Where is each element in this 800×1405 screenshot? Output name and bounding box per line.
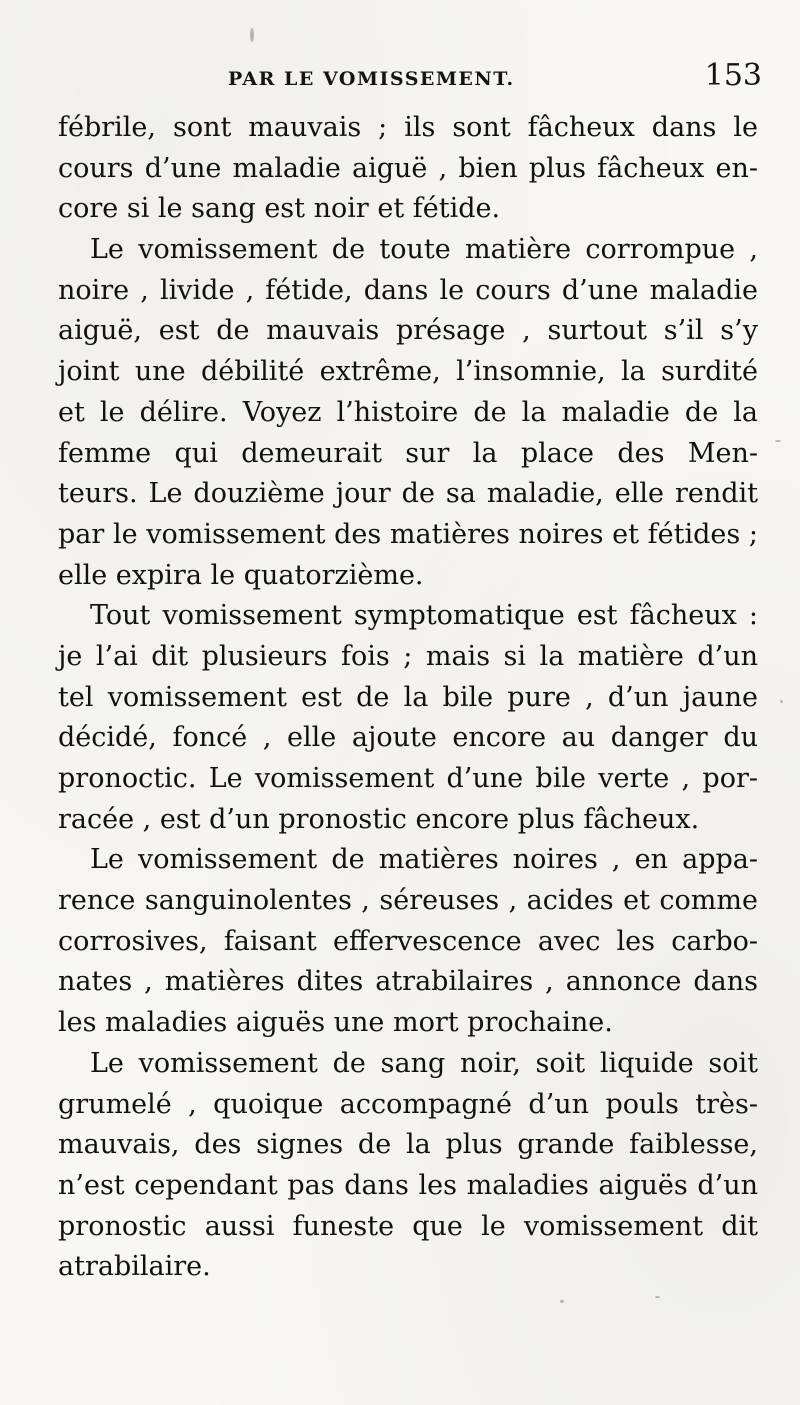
paragraph-first-line: Tout vomissement symptomatique est fâcheux :	[90, 600, 758, 632]
text-line: mauvais, des signes de la plus grande faiblesse,	[58, 1129, 758, 1161]
text-line: n’est cependant pas dans les maladies aiguës d’un	[58, 1169, 758, 1201]
text-line: joint une débilité extrême, l’insomnie, la surdité	[58, 356, 758, 388]
body-text	[58, 108, 758, 1288]
running-title: PAR LE VOMISSEMENT.	[228, 68, 515, 90]
running-head	[60, 58, 762, 98]
text-line: décidé, foncé , elle ajoute encore au danger du	[58, 722, 758, 754]
text-line: rence sanguinolentes , séreuses , acides et comme	[58, 885, 758, 917]
text-line: et le délire. Voyez l’histoire de la maladie de la	[58, 396, 758, 428]
page-number: 153	[704, 58, 762, 93]
text-line: aiguë, est de mauvais présage , surtout s’il s’y	[58, 315, 758, 347]
text-line: nates , matières dites atrabilaires , annonce dans	[58, 966, 758, 998]
text-line: femme qui demeurait sur la place des Men-	[58, 437, 758, 469]
text-line: core si le sang est noir et fétide.	[58, 193, 501, 225]
paragraph-first-line: Le vomissement de sang noir, soit liquide soit	[90, 1047, 758, 1079]
text-line: je l’ai dit plusieurs fois ; mais si la matière d’un	[58, 640, 758, 672]
text-line: racée , est d’un pronostic encore plus fâcheux.	[58, 803, 700, 835]
paper-speck	[655, 1296, 660, 1298]
text-line: teurs. Le douzième jour de sa maladie, elle rendit	[58, 478, 758, 510]
text-line: tel vomissement est de la bile pure , d’un jaune	[58, 681, 758, 713]
text-line: elle expira le quatorzième.	[58, 559, 424, 591]
text-line: noire , livide , fétide, dans le cours d’une maladie	[58, 274, 758, 306]
text-line: fébrile, sont mauvais ; ils sont fâcheux dans le	[58, 112, 758, 143]
text-line: corrosives, faisant effervescence avec les carbo-	[58, 925, 758, 957]
paper-speck	[560, 1300, 564, 1303]
paragraph-first-line: Le vomissement de matières noires , en appa-	[90, 844, 758, 876]
text-line: pronoctic. Le vomissement d’une bile verte , por-	[58, 763, 758, 794]
paragraph-first-line: Le vomissement de toute matière corrompue ,	[90, 234, 758, 266]
text-line: par le vomissement des matières noires et fétides ;	[58, 518, 758, 550]
paper-speck	[775, 440, 781, 442]
text-line: grumelé , quoique accompagné d’un pouls très-	[58, 1088, 758, 1120]
paper-speck	[780, 700, 783, 703]
text-line: atrabilaire.	[58, 1251, 211, 1283]
text-line: les maladies aiguës une mort prochaine.	[58, 1007, 613, 1039]
text-line: pronostic aussi funeste que le vomissement dit	[58, 1210, 758, 1242]
paper-speck	[250, 28, 254, 42]
text-line: cours d’une maladie aiguë , bien plus fâcheux en-	[58, 152, 758, 184]
